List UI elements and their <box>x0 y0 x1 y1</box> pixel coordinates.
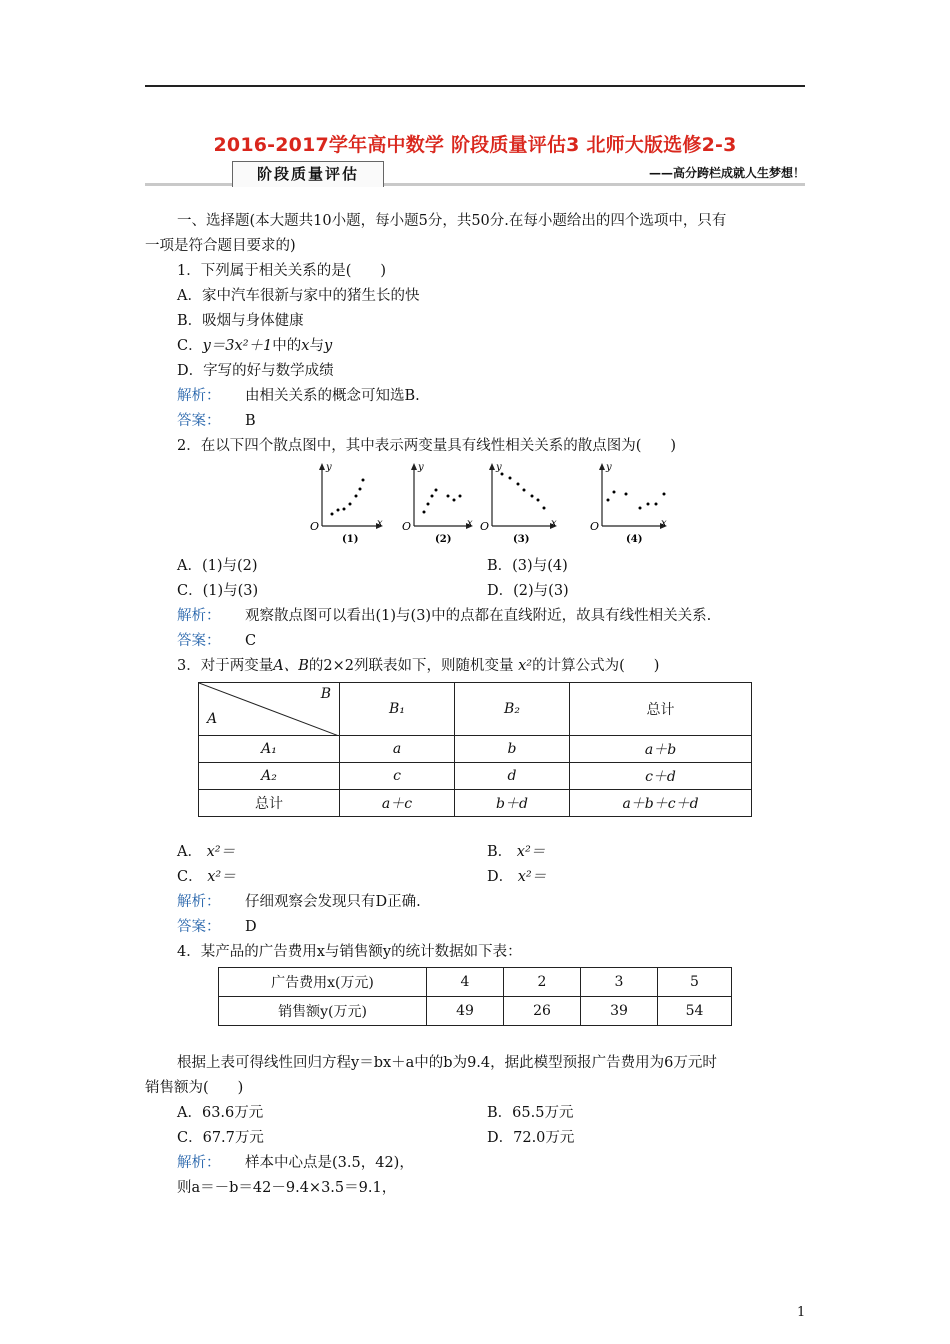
q1-option-b: B．吸烟与身体健康 <box>177 313 304 329</box>
row2-label: 销售额y(万元) <box>219 997 427 1026</box>
scatter-plot-3 <box>480 462 557 545</box>
plot1-point <box>337 509 340 512</box>
plot4-point <box>655 503 658 506</box>
plot4-origin: O <box>590 520 600 533</box>
table-cell: 54 <box>658 997 732 1026</box>
table-cell: 2 <box>504 968 581 997</box>
plot4-y-label: y <box>606 462 612 473</box>
q3-stem <box>177 656 659 676</box>
q3-stem-chi: x² <box>518 658 533 674</box>
plot2-point <box>423 511 426 514</box>
scatter-plot-4 <box>590 462 667 545</box>
plot3-origin: O <box>480 520 490 533</box>
row-a2-label: A₂ <box>199 763 340 790</box>
plot4-point <box>625 493 628 496</box>
plot2-y-label: y <box>418 462 424 473</box>
q1-analysis: 由相关关系的概念可知选B. <box>245 388 420 404</box>
plot3-point <box>543 507 546 510</box>
plot4-point <box>663 493 666 496</box>
plot4-point <box>613 491 616 494</box>
plot1-caption: (1) <box>342 534 359 545</box>
q4-para-line1: 根据上表可得线性回归方程y＝bx＋a中的b为9.4，据此模型预报广告费用为6万元时 <box>177 1055 717 1071</box>
table-cell: a＋b <box>570 736 752 763</box>
top-rule <box>145 85 805 87</box>
q1-answer: B <box>245 413 256 429</box>
table-cell: c <box>340 763 455 790</box>
q2-analysis-label: 解析： <box>177 608 221 624</box>
q3-option-a <box>177 842 235 862</box>
banner-slogan: ——高分跨栏成就人生梦想！ <box>648 166 805 180</box>
q2-option-a: A．(1)与(2) <box>177 558 258 574</box>
plot3-y-label: y <box>496 462 502 473</box>
q4-option-d: D．72.0万元 <box>487 1130 575 1146</box>
banner-label: 阶段质量评估 <box>232 161 384 187</box>
scatter-figures <box>300 458 680 548</box>
q1-option-c-x: x <box>301 338 310 354</box>
plot1-point <box>362 479 365 482</box>
q2-option-b: B．(3)与(4) <box>487 558 568 574</box>
q3-answer-label: 答案： <box>177 919 221 935</box>
q2-option-d: D．(2)与(3) <box>487 583 569 599</box>
q1-option-c-rest: 中的 <box>272 338 302 354</box>
q4-analysis-line2: 则a＝－b＝42－9.4×3.5＝9.1， <box>177 1180 397 1196</box>
q1-answer-label: 答案： <box>177 413 221 429</box>
table-cell: b <box>455 736 570 763</box>
q1-stem: 1．下列属于相关关系的是( ) <box>177 263 387 279</box>
plot3-point <box>523 489 526 492</box>
q2-analysis: 观察散点图可以看出(1)与(3)中的点都在直线附近，故具有线性相关关系. <box>245 608 712 624</box>
plot3-point <box>531 495 534 498</box>
plot2-point <box>459 495 462 498</box>
q2-answer-label: 答案： <box>177 633 221 649</box>
table-cell: 4 <box>427 968 504 997</box>
q3-option-d <box>487 867 546 887</box>
plot4-x-label: x <box>661 518 667 529</box>
q3-analysis: 仔细观察会发现只有D正确. <box>245 894 421 910</box>
plot1-point <box>331 513 334 516</box>
q1-analysis-label: 解析： <box>177 388 221 404</box>
q3-option-a-label: A． <box>177 844 202 860</box>
plot2-origin: O <box>402 520 412 533</box>
q3-option-b-formula: x²＝ <box>516 844 546 860</box>
plot3-point <box>537 499 540 502</box>
q3-analysis-label: 解析： <box>177 894 221 910</box>
q3-option-d-formula: x²＝ <box>517 869 547 885</box>
plot2-x-label: x <box>467 518 473 529</box>
q1-option-c-label: C． <box>177 338 203 354</box>
table-corner <box>199 683 340 736</box>
q4-stem: 4．某产品的广告费用x与销售额y的统计数据如下表： <box>177 944 522 960</box>
q3-option-c-label: C． <box>177 869 203 885</box>
q3-stem-a: 3．对于两变量 <box>177 658 274 674</box>
q1-option-c-y: y <box>323 338 333 354</box>
document-title: 2016-2017学年高中数学 阶段质量评估3 北师大版选修2-3 <box>213 134 737 156</box>
header-b1: B₁ <box>340 683 455 736</box>
plot1-origin: O <box>310 520 320 533</box>
plot1-x-label: x <box>377 518 383 529</box>
table-cell: 3 <box>581 968 658 997</box>
ad-sales-table <box>218 967 732 1026</box>
header-b2: B₂ <box>455 683 570 736</box>
q1-option-c-and: 与 <box>309 338 324 354</box>
scatter-plot-2 <box>402 462 473 545</box>
table-cell: a <box>340 736 455 763</box>
plot2-point <box>447 495 450 498</box>
corner-a: A <box>207 711 218 727</box>
table-cell: a＋b＋c＋d <box>570 790 752 817</box>
plot1-y-label: y <box>326 462 332 473</box>
q1-option-c-formula: y＝3x²＋1 <box>202 338 273 354</box>
q3-option-b-label: B． <box>487 844 513 860</box>
q4-analysis-label: 解析： <box>177 1155 221 1171</box>
page-number: 1 <box>797 1305 806 1320</box>
table-cell: 5 <box>658 968 732 997</box>
plot3-point <box>517 483 520 486</box>
contingency-table <box>198 682 752 817</box>
q2-answer: C <box>245 633 257 649</box>
table-cell: 49 <box>427 997 504 1026</box>
q3-option-c-formula: x²＝ <box>207 869 236 885</box>
q1-option-d: D．字写的好与数学成绩 <box>177 363 334 379</box>
q4-option-a: A．63.6万元 <box>177 1105 264 1121</box>
plot3-caption: (3) <box>513 534 530 545</box>
plot2-point <box>435 489 438 492</box>
plot4-point <box>639 507 642 510</box>
section-intro-line1: 一、选择题(本大题共10小题，每小题5分，共50分.在每小题给出的四个选项中，只有 <box>177 213 727 229</box>
plot4-point <box>647 503 650 506</box>
table-cell: d <box>455 763 570 790</box>
table-cell: b＋d <box>455 790 570 817</box>
q1-option-c <box>177 336 332 356</box>
table-cell: 39 <box>581 997 658 1026</box>
q3-stem-c: 的计算公式为( ) <box>532 658 660 674</box>
plot1-point <box>343 508 346 511</box>
q4-option-b: B．65.5万元 <box>487 1105 574 1121</box>
plot3-point <box>509 477 512 480</box>
row-a1-label: A₁ <box>199 736 340 763</box>
table-cell: a＋c <box>340 790 455 817</box>
plot2-point <box>431 495 434 498</box>
plot1-point <box>349 503 352 506</box>
plot4-point <box>607 499 610 502</box>
plot3-x-label: x <box>551 518 557 529</box>
header-total: 总计 <box>570 683 752 736</box>
q2-option-c: C．(1)与(3) <box>177 583 259 599</box>
q3-option-a-formula: x²＝ <box>206 844 236 860</box>
plot1-point <box>355 495 358 498</box>
q3-option-c <box>177 867 236 887</box>
q3-option-d-label: D． <box>487 869 514 885</box>
plot2-caption: (2) <box>435 534 452 545</box>
q4-option-c: C．67.7万元 <box>177 1130 264 1146</box>
row1-label: 广告费用x(万元) <box>219 968 427 997</box>
corner-b: B <box>320 686 331 702</box>
plot3-point <box>501 473 504 476</box>
q4-analysis: 样本中心点是(3.5，42)， <box>245 1155 414 1171</box>
plot2-point <box>427 503 430 506</box>
q2-stem: 2．在以下四个散点图中，其中表示两变量具有线性相关关系的散点图为( ) <box>177 438 677 454</box>
q3-option-b <box>487 842 545 862</box>
plot4-caption: (4) <box>626 534 643 545</box>
section-intro-line2: 一项是符合题目要求的) <box>145 238 296 254</box>
plot1-point <box>359 488 362 491</box>
q1-option-a: A．家中汽车很新与家中的猪生长的快 <box>177 288 420 304</box>
q3-answer: D <box>245 919 257 935</box>
table-cell: c＋d <box>570 763 752 790</box>
q3-stem-b: 的2×2列联表如下，则随机变量 <box>308 658 514 674</box>
table-cell: 26 <box>504 997 581 1026</box>
plot2-point <box>453 499 456 502</box>
scatter-plot-1 <box>310 462 383 545</box>
row-total-label: 总计 <box>199 790 340 817</box>
q3-stem-vars: A、B <box>273 658 309 674</box>
q4-para-line2: 销售额为( ) <box>145 1080 244 1096</box>
